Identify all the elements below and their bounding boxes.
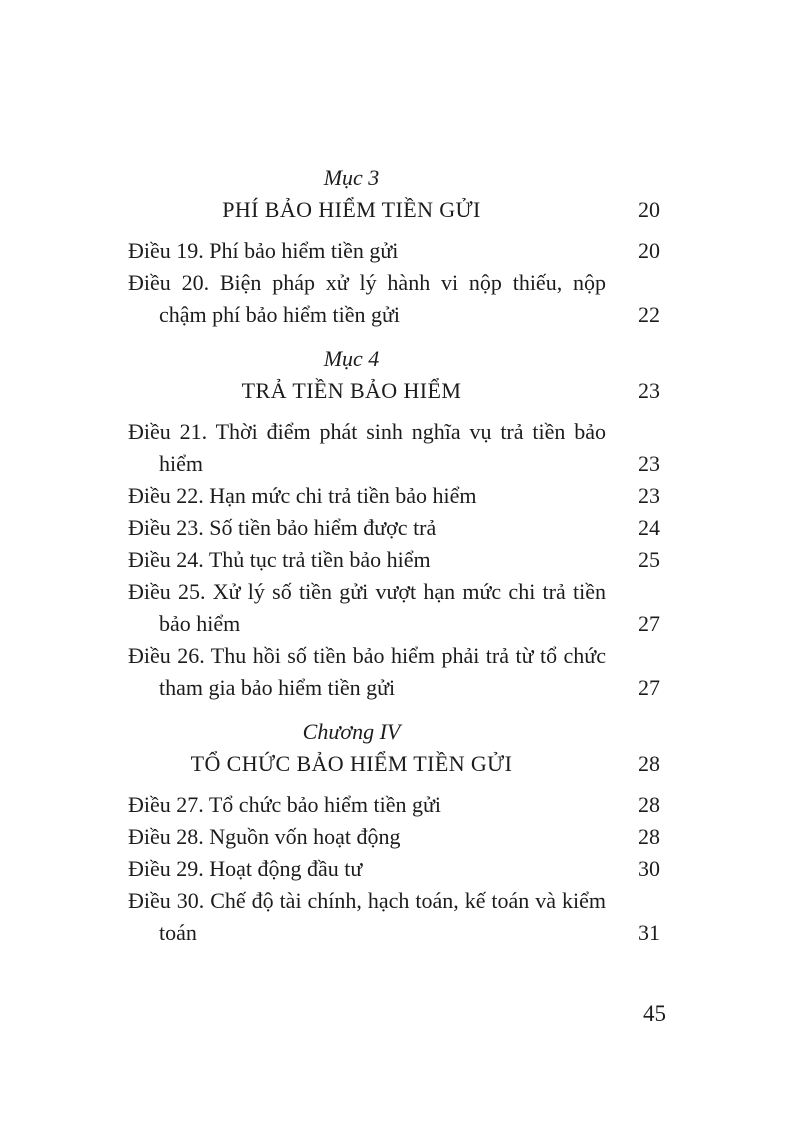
toc-entry-page-number: 25 bbox=[638, 547, 660, 572]
toc-entry bbox=[128, 640, 660, 704]
section-page-number: 20 bbox=[638, 197, 660, 222]
toc-entry-text: Điều 30. Chế độ tài chính, hạch toán, kế toán và kiểm toán bbox=[128, 888, 606, 945]
section-entries bbox=[128, 235, 660, 331]
toc-entry-page-number: 28 bbox=[638, 792, 660, 817]
toc-entry-page-number: 23 bbox=[638, 483, 660, 508]
toc-entry-page-number: 20 bbox=[638, 238, 660, 263]
toc-entry-text: Điều 25. Xử lý số tiền gửi vượt hạn mức chi trả tiền bảo hiểm bbox=[128, 579, 606, 636]
toc-entry bbox=[128, 512, 660, 544]
toc-entry bbox=[128, 885, 660, 949]
toc-entry-text: Điều 21. Thời điểm phát sinh nghĩa vụ trả tiền bảo hiểm bbox=[128, 419, 606, 476]
toc-entry bbox=[128, 267, 660, 331]
toc-entry-page-number: 28 bbox=[638, 824, 660, 849]
toc-entry-text: Điều 27. Tổ chức bảo hiểm tiền gửi bbox=[128, 792, 442, 817]
toc-entry-text: Điều 19. Phí bảo hiểm tiền gửi bbox=[128, 238, 399, 263]
toc-entry bbox=[128, 480, 660, 512]
toc-entry bbox=[128, 821, 660, 853]
toc-entry bbox=[128, 235, 660, 267]
section-label: Mục 3 bbox=[323, 165, 380, 190]
section-title: TRẢ TIỀN BẢO HIỂM bbox=[241, 378, 462, 403]
toc-entry-page-number: 27 bbox=[638, 675, 660, 700]
toc-entry-text: Điều 22. Hạn mức chi trả tiền bảo hiểm bbox=[128, 483, 477, 508]
toc-entry bbox=[128, 789, 660, 821]
section-entries bbox=[128, 789, 660, 949]
toc-entry-text: Điều 26. Thu hồi số tiền bảo hiểm phải trả từ tổ chức tham gia bảo hiểm tiền gửi bbox=[128, 643, 606, 700]
table-of-contents bbox=[128, 162, 660, 949]
toc-entry-text: Điều 20. Biện pháp xử lý hành vi nộp thiếu, nộp chậm phí bảo hiểm tiền gửi bbox=[128, 270, 606, 327]
section-entries bbox=[128, 416, 660, 704]
toc-entry-page-number: 27 bbox=[638, 611, 660, 636]
toc-entry-page-number: 30 bbox=[638, 856, 660, 881]
section-title: PHÍ BẢO HIỂM TIỀN GỬI bbox=[222, 197, 481, 222]
toc-entry-page-number: 31 bbox=[638, 920, 660, 945]
section-title: TỔ CHỨC BẢO HIỂM TIỀN GỬI bbox=[190, 751, 513, 776]
section-label: Mục 4 bbox=[323, 346, 380, 371]
section-label: Chương IV bbox=[302, 719, 401, 744]
section-page-number: 28 bbox=[638, 751, 660, 776]
section-heading-row bbox=[128, 194, 660, 226]
toc-entry-text: Điều 24. Thủ tục trả tiền bảo hiểm bbox=[128, 547, 431, 572]
toc-entry bbox=[128, 544, 660, 576]
toc-entry-page-number: 24 bbox=[638, 515, 660, 540]
toc-entry bbox=[128, 853, 660, 885]
section-page-number: 23 bbox=[638, 378, 660, 403]
page-number: 45 bbox=[643, 1001, 666, 1026]
toc-section bbox=[128, 343, 660, 704]
toc-section bbox=[128, 162, 660, 331]
toc-entry-page-number: 23 bbox=[638, 451, 660, 476]
section-heading-row bbox=[128, 375, 660, 407]
section-heading-row bbox=[128, 748, 660, 780]
toc-section bbox=[128, 716, 660, 949]
toc-entry-text: Điều 29. Hoạt động đầu tư bbox=[128, 856, 363, 881]
toc-entry-page-number: 22 bbox=[638, 302, 660, 327]
toc-entry bbox=[128, 416, 660, 480]
toc-entry-text: Điều 28. Nguồn vốn hoạt động bbox=[128, 824, 401, 849]
toc-entry-text: Điều 23. Số tiền bảo hiểm được trả bbox=[128, 515, 437, 540]
toc-entry bbox=[128, 576, 660, 640]
